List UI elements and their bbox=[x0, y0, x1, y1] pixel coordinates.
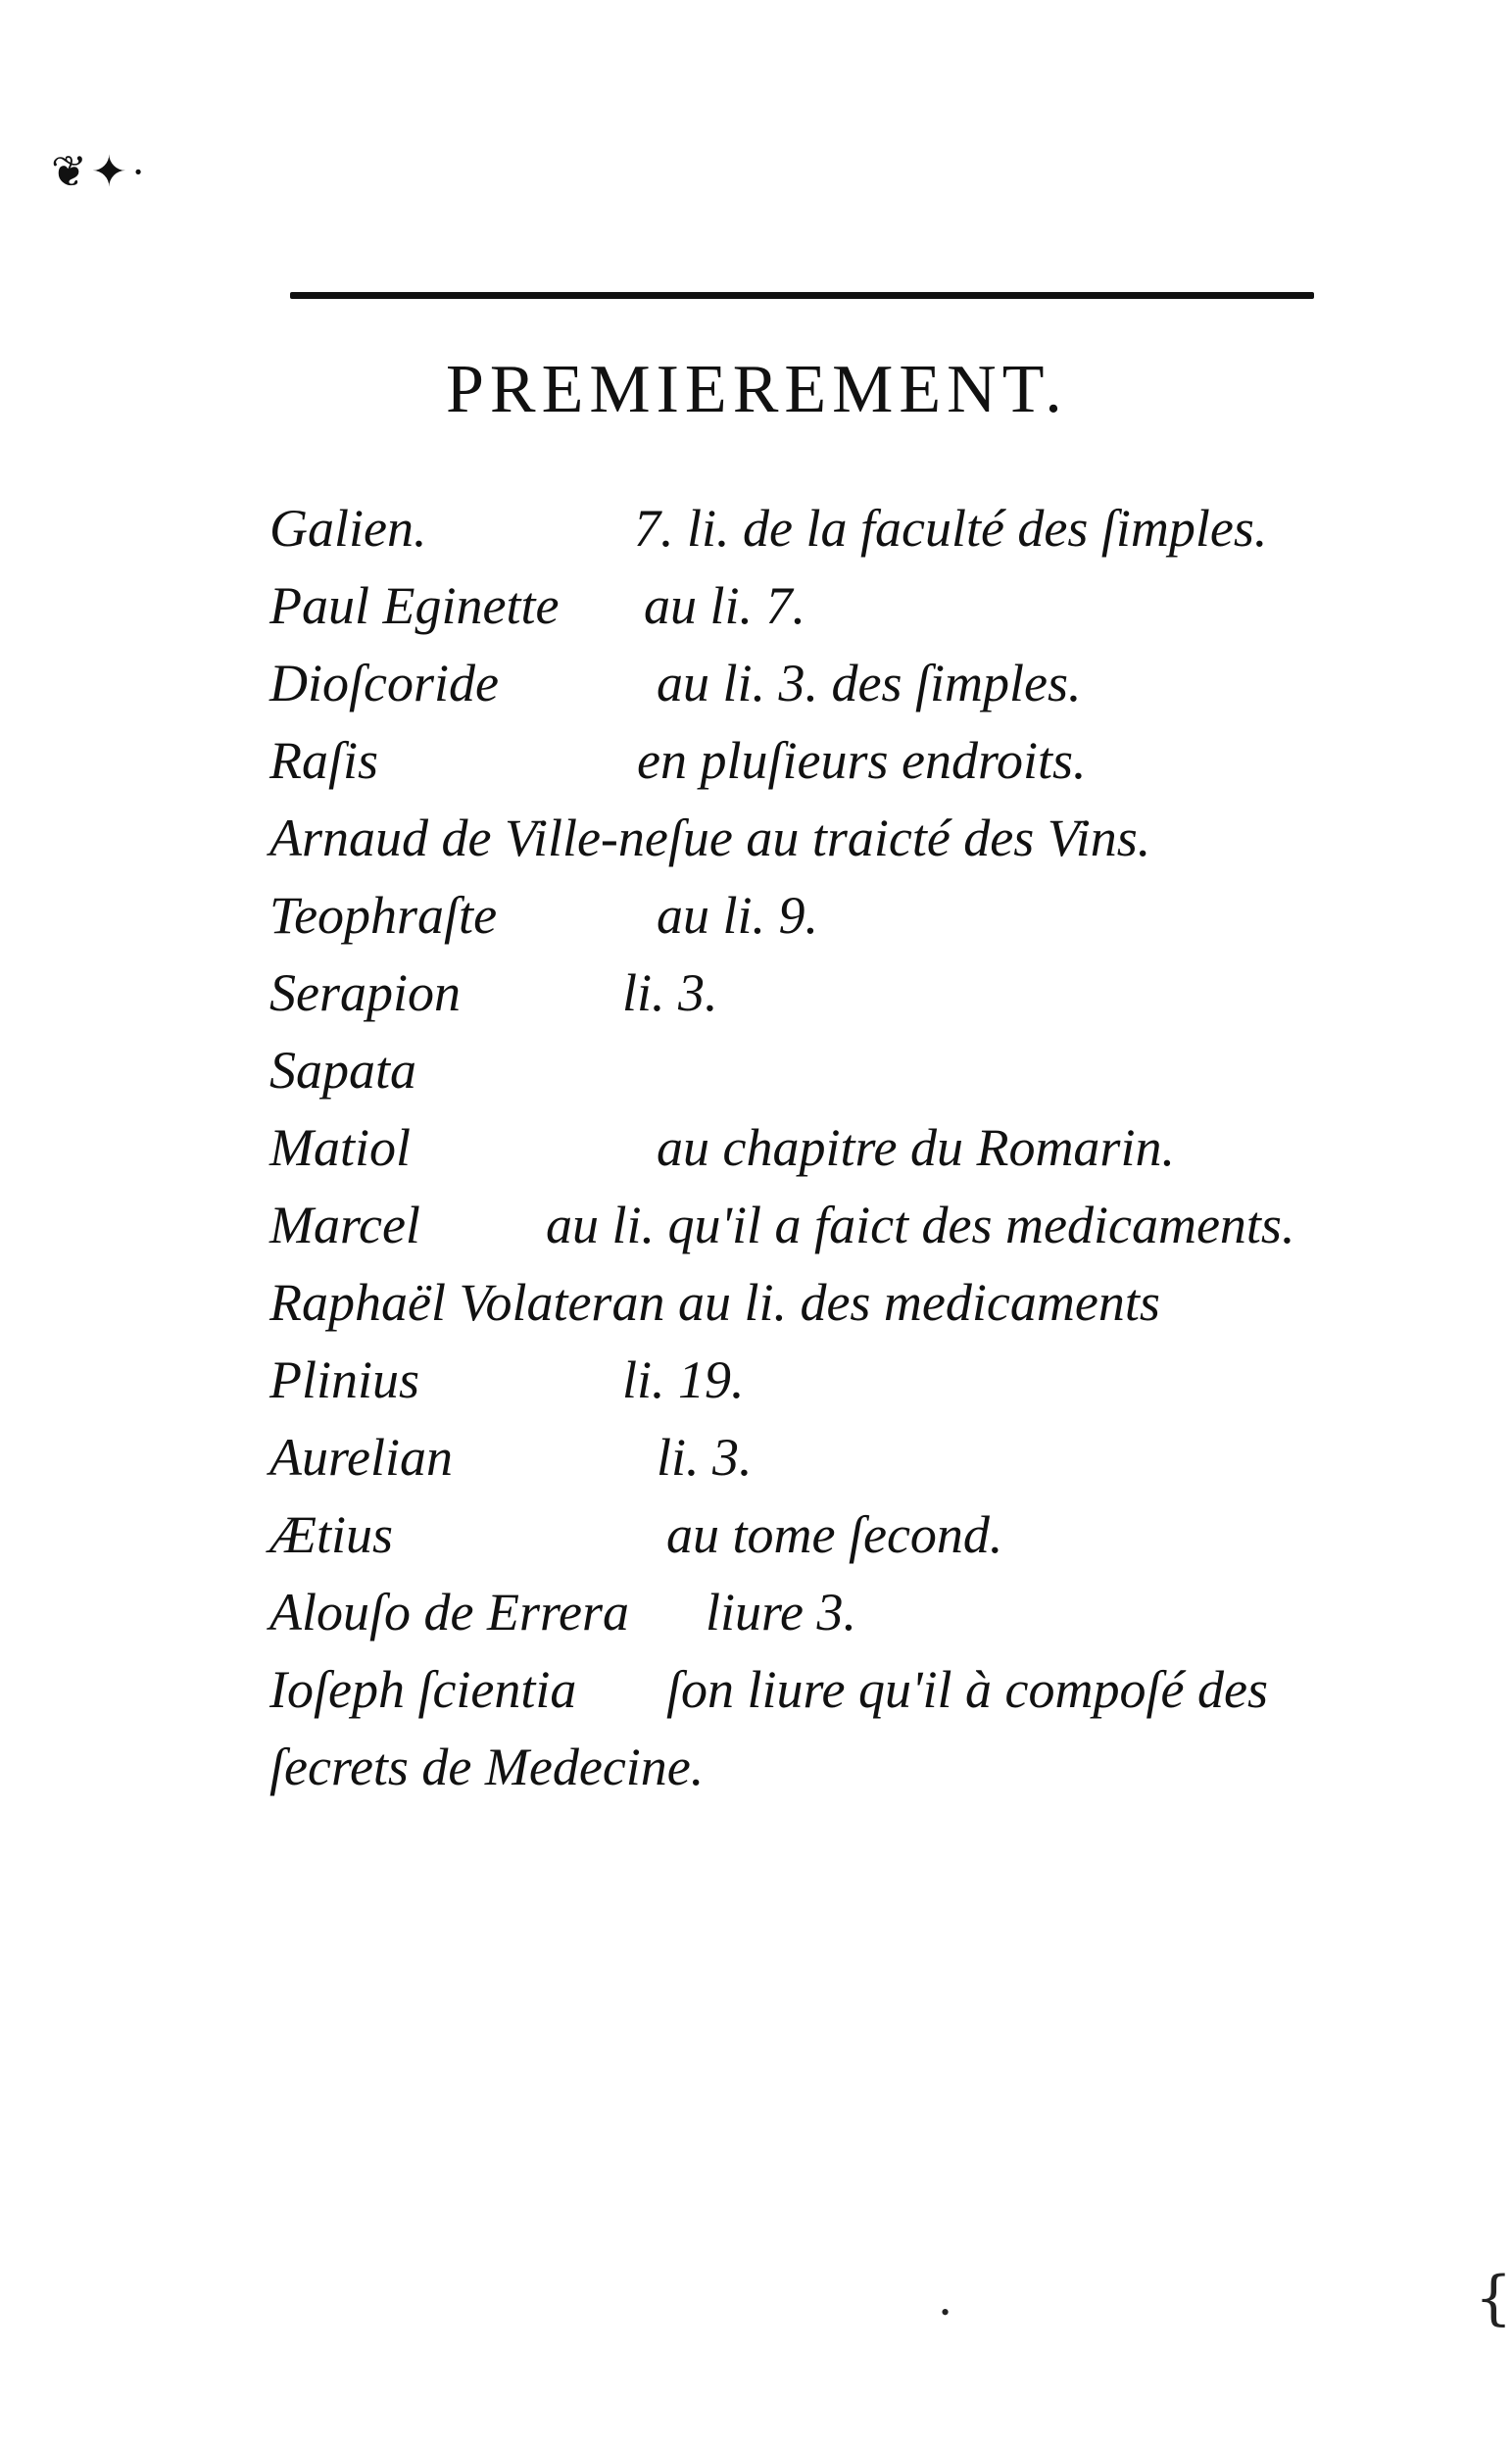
entry-reference: au li. 9. bbox=[657, 886, 819, 945]
list-entry bbox=[269, 1032, 1396, 1109]
entry-reference: li. 3. bbox=[622, 963, 718, 1022]
entry-author: Matiol bbox=[269, 1118, 411, 1177]
page-edge-mark: { bbox=[1475, 2264, 1512, 2332]
entry-reference: au chapitre du Romarin. bbox=[657, 1118, 1175, 1177]
list-entry bbox=[269, 1187, 1396, 1264]
entry-reference: au li. qu'il a faict des medicaments. bbox=[546, 1196, 1295, 1254]
list-entry bbox=[269, 567, 1396, 645]
entry-author: Ætius bbox=[269, 1505, 394, 1564]
entry-reference: li. 3. bbox=[657, 1428, 753, 1487]
authority-list bbox=[269, 490, 1396, 1796]
entry-author: Raſis bbox=[269, 731, 379, 790]
entry-reference-continuation: ſecrets de Medecine. bbox=[269, 1738, 705, 1796]
list-entry bbox=[269, 645, 1396, 722]
list-entry bbox=[269, 877, 1396, 955]
list-entry bbox=[269, 1574, 1396, 1651]
entry-author: Aurelian bbox=[269, 1428, 453, 1487]
list-entry bbox=[269, 955, 1396, 1032]
entry-reference: ſon liure qu'il à compoſé des bbox=[666, 1660, 1268, 1719]
headpiece-rule bbox=[290, 292, 1314, 299]
list-entry bbox=[269, 1264, 1396, 1342]
entry-author: Alouſo de Errera bbox=[269, 1583, 629, 1642]
entry-author: Raphaël Volateran au li. des medicaments bbox=[269, 1273, 1160, 1332]
list-entry bbox=[269, 1109, 1396, 1187]
entry-author: Marcel bbox=[269, 1196, 420, 1254]
ink-speck: • bbox=[941, 2298, 951, 2327]
list-entry bbox=[269, 800, 1396, 877]
list-entry bbox=[269, 1651, 1396, 1796]
entry-author: Arnaud de Ville-neſue au traicté des Vins. bbox=[269, 808, 1151, 867]
entry-author: Paul Eginette bbox=[269, 576, 560, 635]
entry-author: Galien. bbox=[269, 499, 427, 558]
entry-author: Sapata bbox=[269, 1041, 417, 1100]
printer-ornament: ❦✦· bbox=[51, 148, 150, 196]
entry-reference: au tome ſecond. bbox=[666, 1505, 1003, 1564]
list-entry bbox=[269, 722, 1396, 800]
list-entry bbox=[269, 1496, 1396, 1574]
list-entry bbox=[269, 1419, 1396, 1496]
entry-reference: li. 19. bbox=[622, 1350, 745, 1409]
entry-reference: 7. li. de la faculté des ſimples. bbox=[634, 499, 1268, 558]
page-heading: PREMIEREMENT. bbox=[446, 352, 1068, 427]
entry-reference: au li. 3. des ſimples. bbox=[657, 654, 1082, 712]
entry-author: Ioſeph ſcientia bbox=[269, 1660, 577, 1719]
entry-reference: au li. 7. bbox=[644, 576, 806, 635]
entry-reference: liure 3. bbox=[706, 1583, 856, 1642]
entry-author: Dioſcoride bbox=[269, 654, 499, 712]
list-entry bbox=[269, 490, 1396, 567]
entry-author: Teophraſte bbox=[269, 886, 498, 945]
list-entry bbox=[269, 1342, 1396, 1419]
entry-author: Serapion bbox=[269, 963, 461, 1022]
entry-reference: en pluſieurs endroits. bbox=[637, 731, 1087, 790]
entry-author: Plinius bbox=[269, 1350, 420, 1409]
